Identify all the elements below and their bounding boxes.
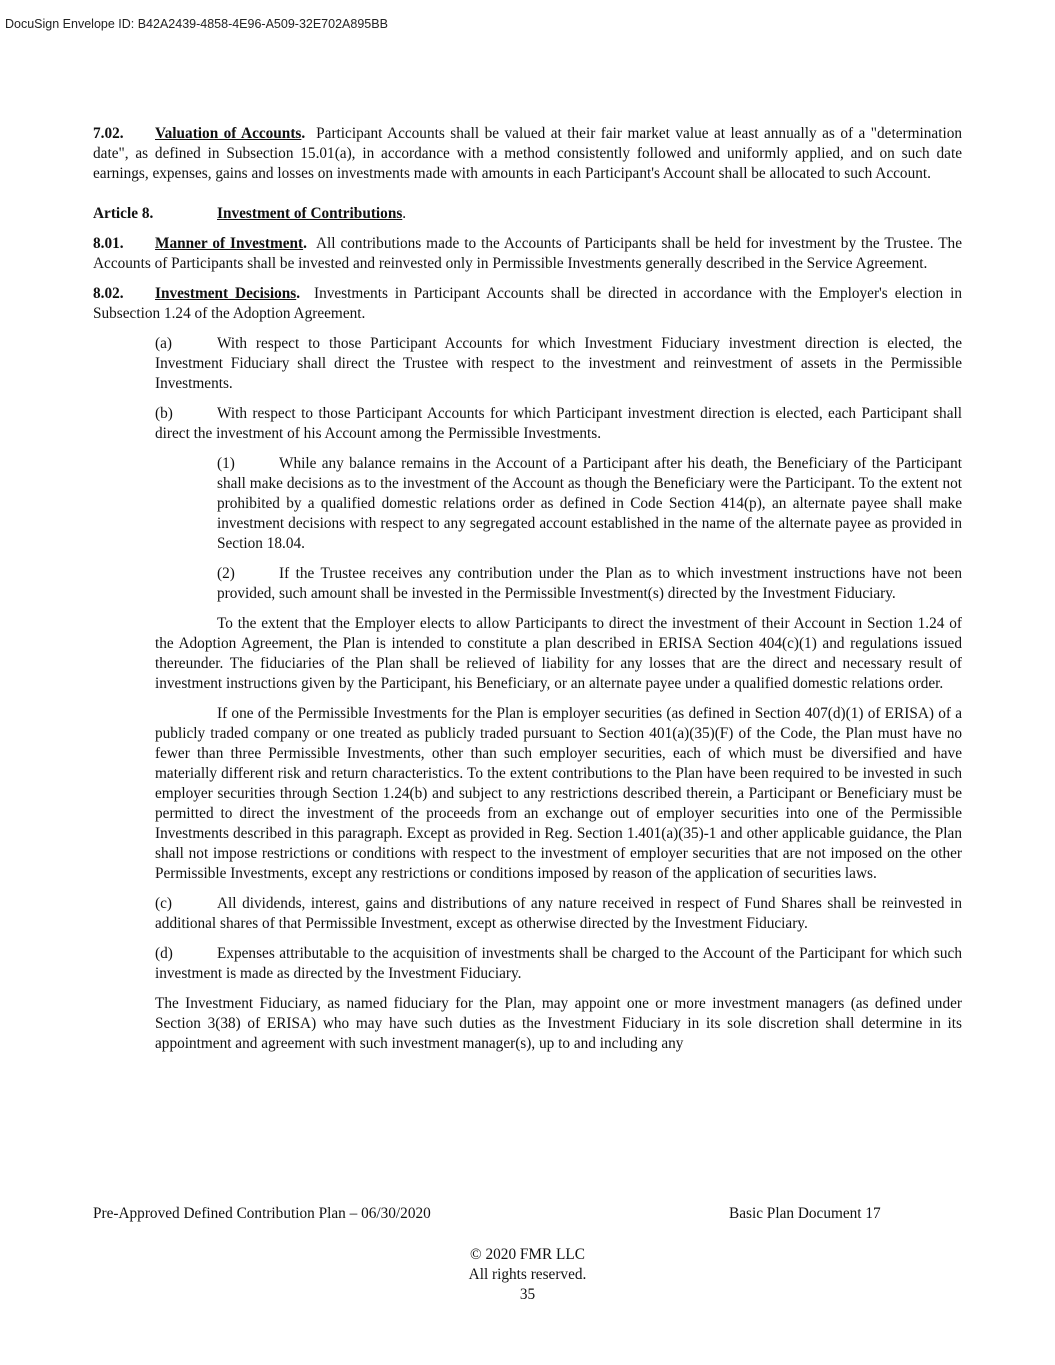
subsection-text: All dividends, interest, gains and distributions of any nature received in respect of Fund Shares shall be reinvested in additional shares of that Permissible Investment, except as otherwise directed by the Investment Fiduciary. [155, 895, 962, 932]
copyright: © 2020 FMR LLC [470, 1246, 585, 1263]
page-number: 35 [519, 1286, 536, 1303]
paragraph-investment-managers: The Investment Fiduciary, as named fiduciary for the Plan, may appoint one or more investment managers (as defined under Section 3(38) of ERISA) who may have such duties as the Investment Fiduciary in its sole discretion shall determine in its appointment and agreement with such investment manager(s), up to and including any [155, 995, 962, 1052]
paragraph-404c: To the extent that the Employer elects to allow Participants to direct the investment of their Account in Section 1.24 of the Adoption Agreement, the Plan is intended to constitute a plan described in ERISA Section 404(c)(1) and regulations issued thereunder. The fiduciaries of the Plan shall be relieved of liability for any losses that are the direct and necessary result of investment instructions given by the Participant, his Beneficiary, or an alternate payee under a qualified domestic relations order. [155, 615, 962, 692]
section-heading: Manner of Investment [155, 235, 304, 252]
section-8-01: 8.01. Manner of Investment. All contributions made to the Accounts of Participants shall be held for investment by the Trustee. The Accounts of Participants shall be invested and reinvested only in Permissible Investments generally described in the Service Agreement. [93, 235, 962, 272]
section-text: Investments in Participant Accounts shall be directed in accordance with the Employer's election in Subsection 1.24 of the Adoption Agreement. [93, 285, 962, 322]
subsection-b [155, 404, 962, 444]
section-number: 8.02. [93, 285, 124, 302]
subsection-text: While any balance remains in the Account of a Participant after his death, the Beneficiary of the Participant shall make decisions as to the investment of the Account as though the Beneficiary were the Participant. To the extent not prohibited by a qualified domestic relations order as defined in Code Section 414(p), an alternate payee shall make investment decisions with respect to any segregated account established in the name of the alternate payee as provided in Section 18.04. [217, 455, 962, 552]
subsection-b-2 [217, 564, 962, 604]
section-heading: Investment Decisions [155, 285, 297, 302]
subsection-text: If the Trustee receives any contribution under the Plan as to which investment instructions have not been provided, such amount shall be invested in the Permissible Investment(s) directed by the Investment Fiduciary. [217, 565, 962, 602]
section-text: Participant Accounts shall be valued at their fair market value at least annually as of a "determination date", as defined in Subsection 15.01(a), in accordance with a method consistently followed and uniformly applied, and on such date earnings, expenses, gains and losses on investments made with amounts in each Participant's Account shall be allocated to such Account. [93, 125, 962, 182]
subsection-text: With respect to those Participant Accounts for which Participant investment direction is elected, each Participant shall direct the investment of his Account among the Permissible Investments. [155, 405, 962, 442]
section-8-02: 8.02. Investment Decisions. Investments in Participant Accounts shall be directed in accordance with the Employer's election in Subsection 1.24 of the Adoption Agreement. [93, 285, 962, 322]
subsection-label: (b) [155, 405, 173, 422]
paragraph-employer-securities: If one of the Permissible Investments for the Plan is employer securities (as defined in Section 407(d)(1) of ERISA) of a publicly traded company or one treated as publicly traded pursuant to Section 401(a)(35)(F) of the Code, the Plan must have no fewer than three Permissible Investments, other than such employer securities, each of which must be diversified and have materially different risk and return characteristics. To the extent contributions to the Plan have been required to be invested in such employer securities through Section 1.24(b) and subject to any restrictions described therein, a Participant or Beneficiary must be permitted to direct the investment of the proceeds from an exchange out of employer securities into one of the Permissible Investments described in this paragraph. Except as provided in Reg. Section 1.401(a)(35)-1 and other applicable guidance, the Plan shall not impose restrictions or conditions with respect to the investment of employer securities that are not imposed on the other Permissible Investments, except any restrictions or conditions imposed by reason of the application of securities laws. [155, 705, 962, 882]
subsection-d [155, 944, 962, 984]
section-number: 7.02. [93, 125, 124, 142]
article-label: Article 8. [93, 205, 154, 222]
subsection-label: (a) [155, 335, 172, 352]
section-text: All contributions made to the Accounts of Participants shall be held for investment by the Trustee. The Accounts of Participants shall be invested and reinvested only in Permissible Investments generally described in the Service Agreement. [93, 235, 962, 272]
subsection-label: (1) [217, 455, 235, 472]
section-7-02: 7.02. Valuation of Accounts. Participant Accounts shall be valued at their fair market value at least annually as of a "determination date", as defined in Subsection 15.01(a), in accordance with a method consistently followed and uniformly applied, and on such date earnings, expenses, gains and losses on investments made with amounts in each Participant's Account shall be allocated to such Account. [93, 125, 962, 182]
subsection-b-1 [217, 454, 962, 554]
footer-copyright-block [0, 1245, 1055, 1305]
section-heading: Valuation of Accounts [155, 125, 302, 142]
subsection-label: (d) [155, 945, 173, 962]
subsection-text: Expenses attributable to the acquisition of investments shall be charged to the Account of the Participant for which such investment is made as directed by the Investment Fiduciary. [155, 945, 962, 982]
envelope-id: DocuSign Envelope ID: B42A2439-4858-4E96-A509-32E702A895BB [5, 17, 388, 31]
article-title: Investment of Contributions [217, 205, 403, 222]
rights-reserved: All rights reserved. [468, 1266, 587, 1283]
subsection-label: (c) [155, 895, 172, 912]
subsection-a [155, 334, 962, 394]
document-body [93, 124, 962, 1064]
footer-plan-title: Pre-Approved Defined Contribution Plan – 06/30/2020 [93, 1205, 431, 1222]
subsection-text: With respect to those Participant Accounts for which Investment Fiduciary investment direction is elected, the Investment Fiduciary shall direct the Trustee with respect to the investment and reinvestment of assets in the Permissible Investments. [155, 335, 962, 392]
subsection-c [155, 894, 962, 934]
article-8-heading: Article 8. Investment of Contributions. [93, 205, 407, 222]
subsection-label: (2) [217, 565, 235, 582]
section-number: 8.01. [93, 235, 124, 252]
footer-document-ref: Basic Plan Document 17 [729, 1205, 881, 1222]
